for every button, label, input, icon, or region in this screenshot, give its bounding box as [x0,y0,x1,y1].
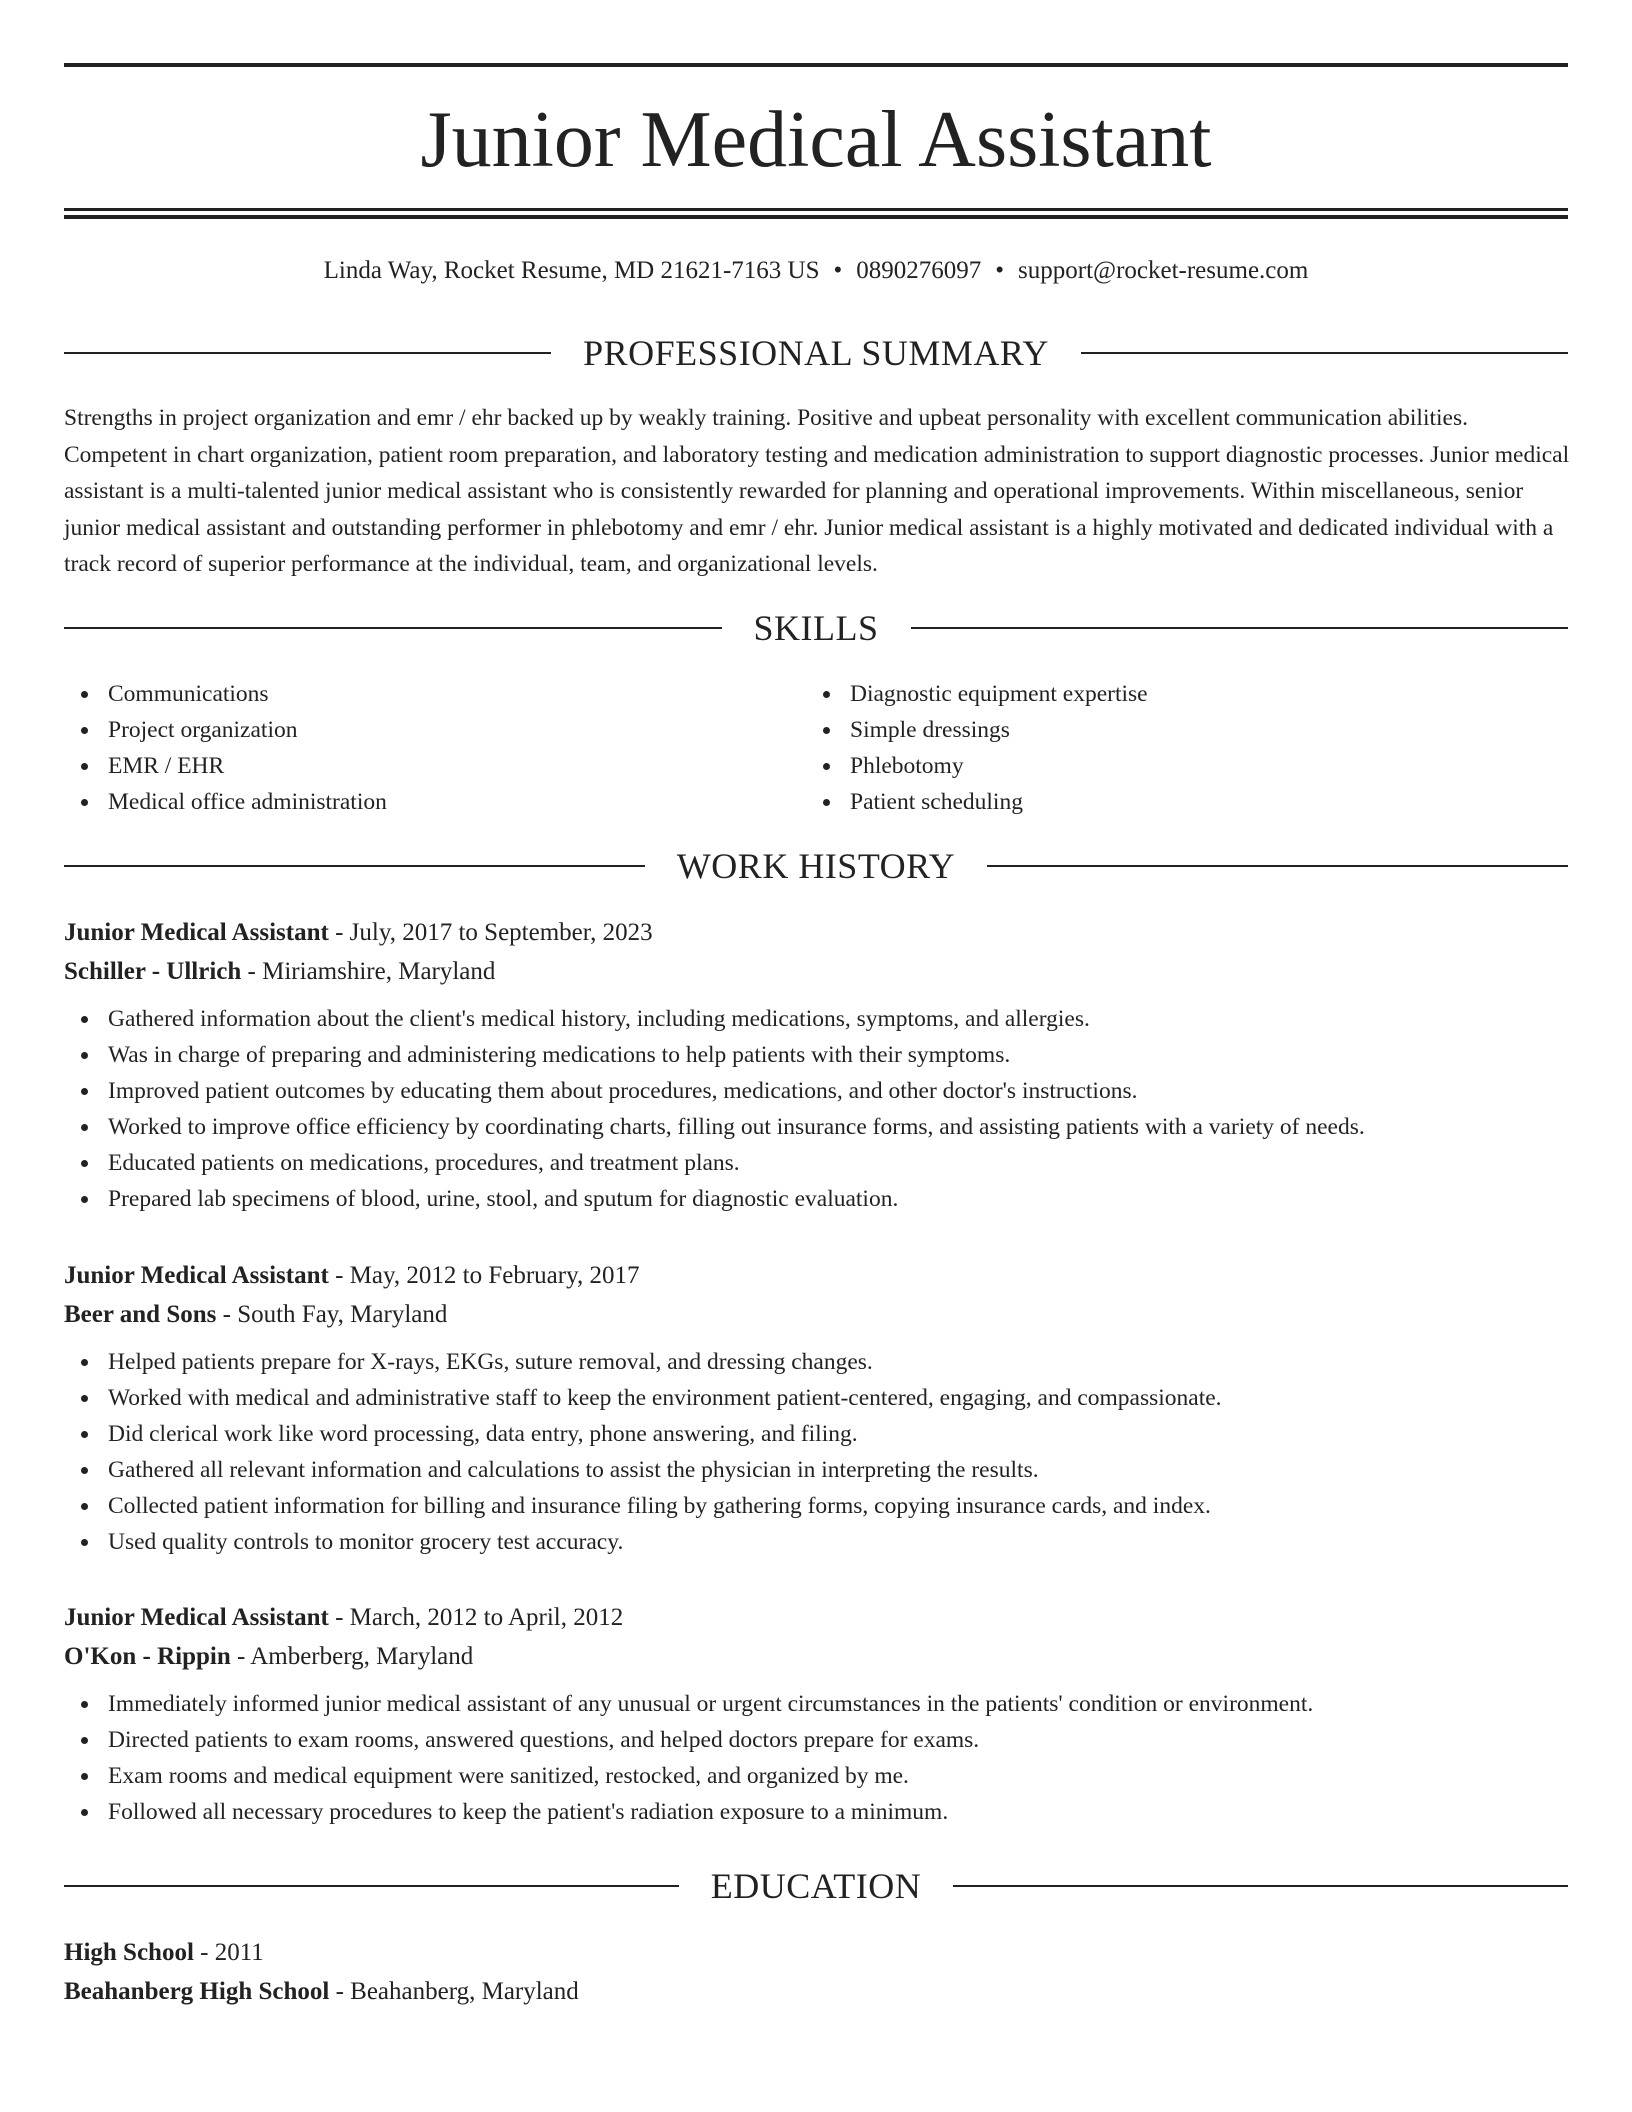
job-title: Junior Medical Assistant [64,919,329,946]
job-title-line: Junior Medical Assistant - May, 2012 to February, 2017 [64,1262,640,1289]
job-bullet: Followed all necessary procedures to keep the patient's radiation exposure to a minimum. [64,1794,1568,1830]
job-entry [64,1598,1568,1830]
divider-line [987,865,1568,867]
job-company: Beer and Sons [64,1301,217,1328]
title-rule-lower [64,215,1568,219]
job-location: South Fay, Maryland [237,1301,448,1328]
contact-email: support@rocket-resume.com [1018,257,1309,284]
skills-column-left [64,676,806,820]
divider-line [64,352,551,354]
divider-line [911,627,1569,629]
job-bullet: Worked to improve office efficiency by coordinating charts, filling out insurance forms, and assisting patients with a variety of needs. [64,1109,1568,1145]
work-section-header [64,846,1568,886]
skills-column-right [806,676,1548,820]
job-entry [64,913,1568,1217]
skill-item: Patient scheduling [806,784,1548,820]
skill-item: Medical office administration [64,784,806,820]
contact-separator: • [833,257,843,284]
job-bullet: Improved patient outcomes by educating them about procedures, medications, and other doctor's instructions. [64,1073,1568,1109]
work-heading: WORK HISTORY [676,846,956,886]
job-company-line: Beer and Sons - South Fay, Maryland [64,1301,448,1328]
job-bullet: Prepared lab specimens of blood, urine, stool, and sputum for diagnostic evaluation. [64,1181,1568,1217]
education-location: Beahanberg, Maryland [350,1978,579,2005]
job-entry [64,1256,1568,1560]
resume-title: Junior Medical Assistant [420,96,1212,184]
education-year: 2011 [214,1939,264,1966]
skills-list [64,676,1568,820]
divider-line [64,865,645,867]
job-bullet: Educated patients on medications, procedures, and treatment plans. [64,1145,1568,1181]
job-bullet: Exam rooms and medical equipment were sanitized, restocked, and organized by me. [64,1758,1568,1794]
job-bullet: Immediately informed junior medical assistant of any unusual or urgent circumstances in the patients' condition or environment. [64,1686,1568,1722]
skill-item: Project organization [64,712,806,748]
skills-heading: SKILLS [753,608,879,648]
job-bullet: Was in charge of preparing and administering medications to help patients with their symptoms. [64,1037,1568,1073]
job-company-line: O'Kon - Rippin - Amberberg, Maryland [64,1643,474,1670]
job-title: Junior Medical Assistant [64,1262,329,1289]
education-degree: High School [64,1939,194,1966]
job-bullets [64,1344,1568,1560]
job-bullets [64,1686,1568,1830]
job-dates: July, 2017 to September, 2023 [349,919,653,946]
skill-item: EMR / EHR [64,748,806,784]
top-rule [64,63,1568,67]
job-company: O'Kon - Rippin [64,1643,231,1670]
contact-separator: • [995,257,1005,284]
summary-heading: PROFESSIONAL SUMMARY [583,333,1049,373]
skill-item: Communications [64,676,806,712]
contact-line [64,254,1568,288]
job-bullet: Helped patients prepare for X-rays, EKGs, suture removal, and dressing changes. [64,1344,1568,1380]
job-company: Schiller - Ullrich [64,958,242,985]
divider-line [64,627,722,629]
title-rule-upper [64,208,1568,211]
divider-line [1081,352,1568,354]
job-bullet: Worked with medical and administrative staff to keep the environment patient-centered, engaging, and compassionate. [64,1380,1568,1416]
education-degree-line: High School - 2011 [64,1939,264,1966]
job-bullet: Gathered all relevant information and calculations to assist the physician in interpreting the results. [64,1452,1568,1488]
job-location: Amberberg, Maryland [250,1643,474,1670]
divider-line [64,1885,679,1887]
job-bullet: Gathered information about the client's medical history, including medications, symptoms, and allergies. [64,1001,1568,1037]
job-bullet: Collected patient information for billing and insurance filing by gathering forms, copying insurance cards, and index. [64,1488,1568,1524]
education-section-header [64,1866,1568,1906]
job-bullets [64,1001,1568,1217]
skill-item: Diagnostic equipment expertise [806,676,1548,712]
job-company-line: Schiller - Ullrich - Miriamshire, Maryland [64,958,496,985]
education-heading: EDUCATION [710,1866,922,1906]
contact-phone: 0890276097 [856,257,982,284]
job-bullet: Used quality controls to monitor grocery test accuracy. [64,1524,1568,1560]
skill-item: Phlebotomy [806,748,1548,784]
summary-section-header [64,333,1568,373]
education-entry [64,1933,1568,2011]
job-location: Miriamshire, Maryland [262,958,496,985]
job-dates: March, 2012 to April, 2012 [349,1604,624,1631]
education-school-line: Beahanberg High School - Beahanberg, Maryland [64,1978,579,2005]
skills-section-header [64,608,1568,648]
job-bullet: Directed patients to exam rooms, answered questions, and helped doctors prepare for exams. [64,1722,1568,1758]
job-dates: May, 2012 to February, 2017 [349,1262,640,1289]
job-title-line: Junior Medical Assistant - March, 2012 to April, 2012 [64,1604,624,1631]
job-title-line: Junior Medical Assistant - July, 2017 to September, 2023 [64,919,653,946]
education-school: Beahanberg High School [64,1978,330,2005]
contact-address: Linda Way, Rocket Resume, MD 21621-7163 US [323,257,820,284]
skill-item: Simple dressings [806,712,1548,748]
job-title: Junior Medical Assistant [64,1604,329,1631]
summary-text: Strengths in project organization and emr / ehr backed up by weakly training. Positive and upbeat personality with excellent communication abilities. Competent in chart organization, patient room preparation, and laboratory testing and medication administration to support diagnostic processes. Junior medical assistant is a multi-talented junior medical assistant who is consistently rewarded for planning and operational improvements. Within miscellaneous, senior junior medical assistant and outstanding performer in phlebotomy and emr / ehr. Junior medical assistant is a highly motivated and dedicated individual with a track record of superior performance at the individual, team, and organizational levels. [64,405,1570,577]
divider-line [953,1885,1568,1887]
job-bullet: Did clerical work like word processing, data entry, phone answering, and filing. [64,1416,1568,1452]
